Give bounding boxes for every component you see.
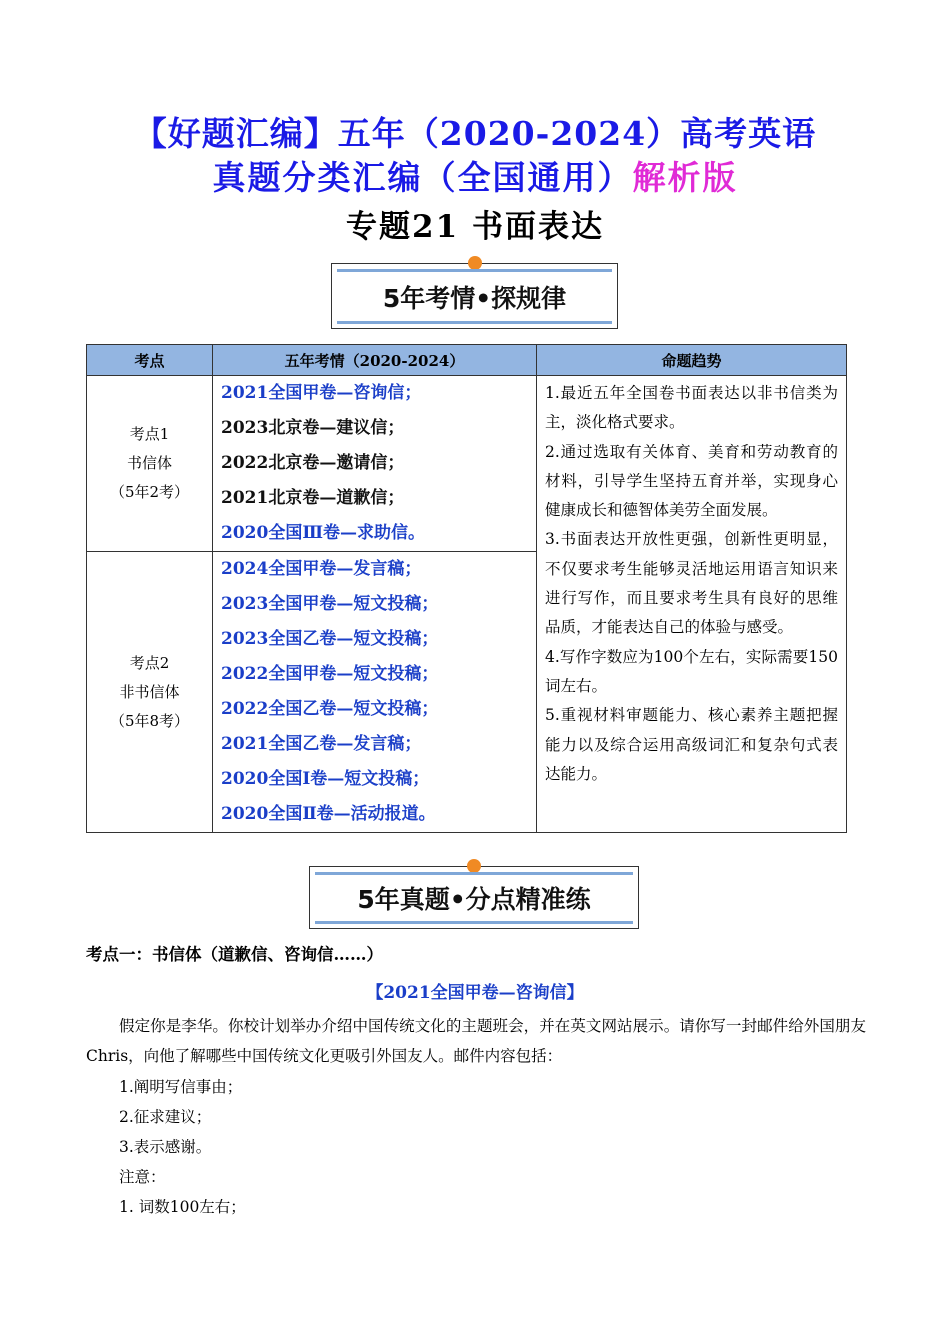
trend-item: 2.通过选取有关体育、美育和劳动教育的材料，引导学生坚持五育并举，实现身心健康成长和德智体美劳全面发展。 bbox=[545, 442, 838, 520]
banner-practice bbox=[309, 866, 639, 929]
trend-item: 4.写作字数应为100个左右，实际需要150词左右。 bbox=[545, 647, 838, 695]
banner-practice-text: 5年真题•分点精准练 bbox=[357, 885, 591, 914]
requirement-line: 3.表示感谢。 bbox=[119, 1138, 212, 1156]
header-cell: 考点 bbox=[87, 345, 213, 376]
table-row bbox=[87, 376, 847, 552]
trend-item: 1.最近五年全国卷书面表达以非书信类为主，淡化格式要求。 bbox=[545, 384, 838, 432]
category-label: 考点1 bbox=[129, 425, 170, 443]
banner-exam-trends-text: 5年考情•探规律 bbox=[382, 283, 567, 313]
exam-table bbox=[86, 344, 847, 833]
requirement-line: 2.征求建议； bbox=[119, 1108, 212, 1126]
list-item: 2024全国甲卷—发言稿； bbox=[221, 559, 422, 579]
list-item: 2020全国Ⅱ卷—活动报道。 bbox=[221, 804, 436, 824]
orange-dot-icon bbox=[468, 256, 482, 270]
orange-dot-icon bbox=[467, 859, 481, 873]
table-header-row bbox=[87, 345, 847, 376]
subtitle-accent: 解析版 bbox=[632, 158, 738, 197]
banner-exam-trends bbox=[331, 263, 618, 329]
question-paragraph: 假定你是李华。你校计划举办介绍中国传统文化的主题班会，并在英文网站展示。请你写一封邮件给外国朋友Chris，向他了解哪些中国传统文化更吸引外国友人。邮件内容包括： bbox=[86, 1017, 866, 1065]
list-item: 2021全国乙卷—发言稿； bbox=[221, 734, 422, 754]
list-item: 2021北京卷—道歉信； bbox=[221, 488, 405, 508]
section-title: 考点一：书信体（道歉信、咨询信……） bbox=[86, 945, 383, 964]
category-name: 书信体 bbox=[126, 454, 172, 472]
list-item: 2021全国甲卷—咨询信； bbox=[221, 383, 422, 403]
note-label: 注意： bbox=[119, 1168, 166, 1186]
category-count: （5年8考） bbox=[109, 711, 190, 730]
document-header bbox=[0, 112, 950, 254]
list-item: 2020全国Ⅲ卷—求助信。 bbox=[221, 523, 426, 543]
list-item: 2023北京卷—建议信； bbox=[221, 418, 405, 438]
items-cell bbox=[213, 376, 537, 552]
requirement-line: 1.阐明写信事由； bbox=[119, 1078, 243, 1096]
header-cell: 五年考情（2020-2024） bbox=[213, 345, 537, 376]
list-item: 2022全国乙卷—短文投稿； bbox=[221, 699, 439, 719]
list-item: 2023全国甲卷—短文投稿； bbox=[221, 594, 439, 614]
subtitle-main: 真题分类汇编（全国通用） bbox=[212, 158, 633, 197]
list-item: 2022全国甲卷—短文投稿； bbox=[221, 664, 439, 684]
category-name: 非书信体 bbox=[119, 682, 180, 701]
question-title: 【2021全国甲卷—咨询信】 bbox=[366, 983, 584, 1003]
header-cell: 命题趋势 bbox=[537, 345, 847, 376]
list-item: 2022北京卷—邀请信； bbox=[221, 453, 405, 473]
trend-cell bbox=[537, 376, 847, 833]
category-count: （5年2考） bbox=[109, 483, 190, 501]
category-cell bbox=[87, 552, 213, 833]
items-cell bbox=[213, 552, 537, 833]
topic-title: 专题21 书面表达 bbox=[346, 209, 604, 245]
note-line: 1. 词数100左右； bbox=[119, 1198, 246, 1216]
list-item: 2020全国Ⅰ卷—短文投稿； bbox=[221, 769, 430, 789]
category-cell bbox=[87, 376, 213, 552]
trend-item: 3.书面表达开放性更强，创新性更明显，不仅要求考生能够灵活地运用语言知识来进行写作，而且要求考生具有良好的思维品质，才能表达自己的体验与感受。 bbox=[545, 530, 838, 637]
list-item: 2023全国乙卷—短文投稿； bbox=[221, 629, 439, 649]
sub-title-line bbox=[0, 156, 950, 200]
main-title: 【好题汇编】五年（2020-2024）高考英语 bbox=[133, 114, 817, 153]
trend-item: 5.重视材料审题能力、核心素养主题把握能力以及综合运用高级词汇和复杂句式表达能力。 bbox=[545, 706, 838, 783]
category-label: 考点2 bbox=[129, 653, 170, 672]
